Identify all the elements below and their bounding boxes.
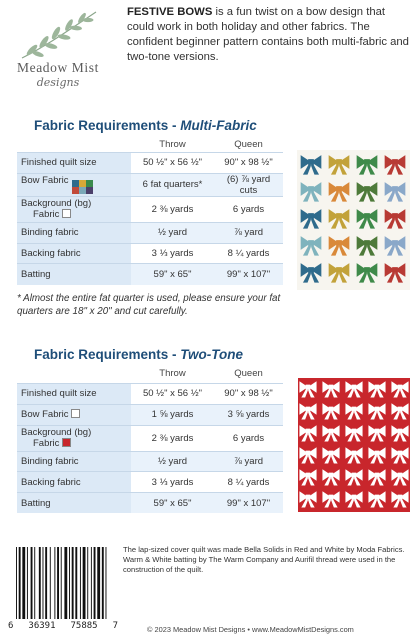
row-label: Binding fabric (17, 451, 131, 472)
throw-value: 3 ⅓ yards (131, 243, 214, 264)
table-row (17, 425, 283, 451)
pattern-name: FESTIVE BOWS (127, 6, 213, 18)
barcode-digits: 6 36391 75885 7 (8, 621, 118, 631)
multi-fabric-title: Fabric Requirements - Multi-Fabric (34, 118, 257, 133)
queen-value: ⅞ yard (214, 451, 283, 472)
row-label: Finished quilt size (17, 153, 131, 174)
table-row (17, 196, 283, 222)
row-label: Batting (17, 264, 131, 285)
throw-value: ½ yard (131, 451, 214, 472)
row-label: Finished quilt size (17, 384, 131, 405)
throw-value: 2 ⅜ yards (131, 196, 214, 222)
throw-value: 2 ⅜ yards (131, 425, 214, 451)
table-row (17, 493, 283, 514)
row-label: Batting (17, 493, 131, 514)
queen-value: 99" x 107" (214, 493, 283, 514)
row-label: Backing fabric (17, 243, 131, 264)
multi-swatch-icon (72, 180, 93, 194)
table-row (17, 384, 283, 405)
throw-value: 59" x 65" (131, 264, 214, 285)
table-row (17, 451, 283, 472)
intro-paragraph (127, 5, 412, 65)
queen-value: 8 ¼ yards (214, 243, 283, 264)
copyright-footer: © 2023 Meadow Mist Designs • www.MeadowMistDesigns.com (147, 625, 354, 634)
white-swatch-icon (71, 409, 80, 418)
red-swatch-icon (62, 438, 71, 447)
two-tone-quilt-image (298, 378, 410, 512)
cover-quilt-credits: The lap-sized cover quilt was made Bella Solids in Red and White by Moda Fabrics. Warm & White batting by The Warm Company and Aurifil thread were used in the construction of the quilt. (123, 545, 405, 574)
two-tone-table (17, 383, 283, 513)
two-tone-title: Fabric Requirements - Two-Tone (34, 347, 244, 362)
row-label: Bow Fabric (17, 404, 131, 425)
table-row (17, 264, 283, 285)
queen-value: 8 ¼ yards (214, 472, 283, 493)
row-label: Background (bg) Fabric (17, 425, 131, 451)
queen-value: 90" x 98 ½" (214, 153, 283, 174)
white-swatch-icon (62, 209, 71, 218)
throw-value: 3 ⅓ yards (131, 472, 214, 493)
row-label: Backing fabric (17, 472, 131, 493)
throw-value: ½ yard (131, 222, 214, 243)
intro-text: is a fun twist on a bow design that could work in both holiday and other fabrics. The confident beginner pattern contains both multi-fabric and two-tone versions. (127, 6, 409, 63)
logo-subtitle: designs (36, 76, 80, 89)
two-col-queen: Queen (234, 368, 263, 379)
throw-value: 59" x 65" (131, 493, 214, 514)
queen-value: 99" x 107" (214, 264, 283, 285)
queen-value: 6 yards (214, 425, 283, 451)
queen-value: 90" x 98 ½" (214, 384, 283, 405)
table-row (17, 173, 283, 196)
two-col-throw: Throw (159, 368, 186, 379)
queen-value: ⅞ yard (214, 222, 283, 243)
multi-col-throw: Throw (159, 139, 186, 150)
multi-fabric-table (17, 152, 283, 285)
table-row (17, 153, 283, 174)
brand-logo (8, 6, 108, 106)
fat-quarter-note: * Almost the entire fat quarter is used, please ensure your fat quarters are 18" x 20" and cut carefully. (17, 293, 281, 317)
table-row (17, 404, 283, 425)
multi-col-queen: Queen (234, 139, 263, 150)
queen-value: (6) ⅞ yard cuts (214, 173, 283, 196)
table-row (17, 222, 283, 243)
row-label: Bow Fabric (17, 173, 131, 196)
barcode-bars-icon (8, 543, 118, 621)
barcode (8, 543, 118, 637)
logo-name: Meadow Mist (17, 60, 99, 75)
throw-value: 50 ½" x 56 ½" (131, 384, 214, 405)
row-label: Binding fabric (17, 222, 131, 243)
leaf-sprig-icon (16, 6, 100, 64)
throw-value: 50 ½" x 56 ½" (131, 153, 214, 174)
table-row (17, 472, 283, 493)
throw-value: 1 ⅝ yards (131, 404, 214, 425)
throw-value: 6 fat quarters* (131, 173, 214, 196)
queen-value: 6 yards (214, 196, 283, 222)
queen-value: 3 ⅝ yards (214, 404, 283, 425)
multi-fabric-quilt-image (297, 150, 410, 290)
table-row (17, 243, 283, 264)
row-label: Background (bg) Fabric (17, 196, 131, 222)
